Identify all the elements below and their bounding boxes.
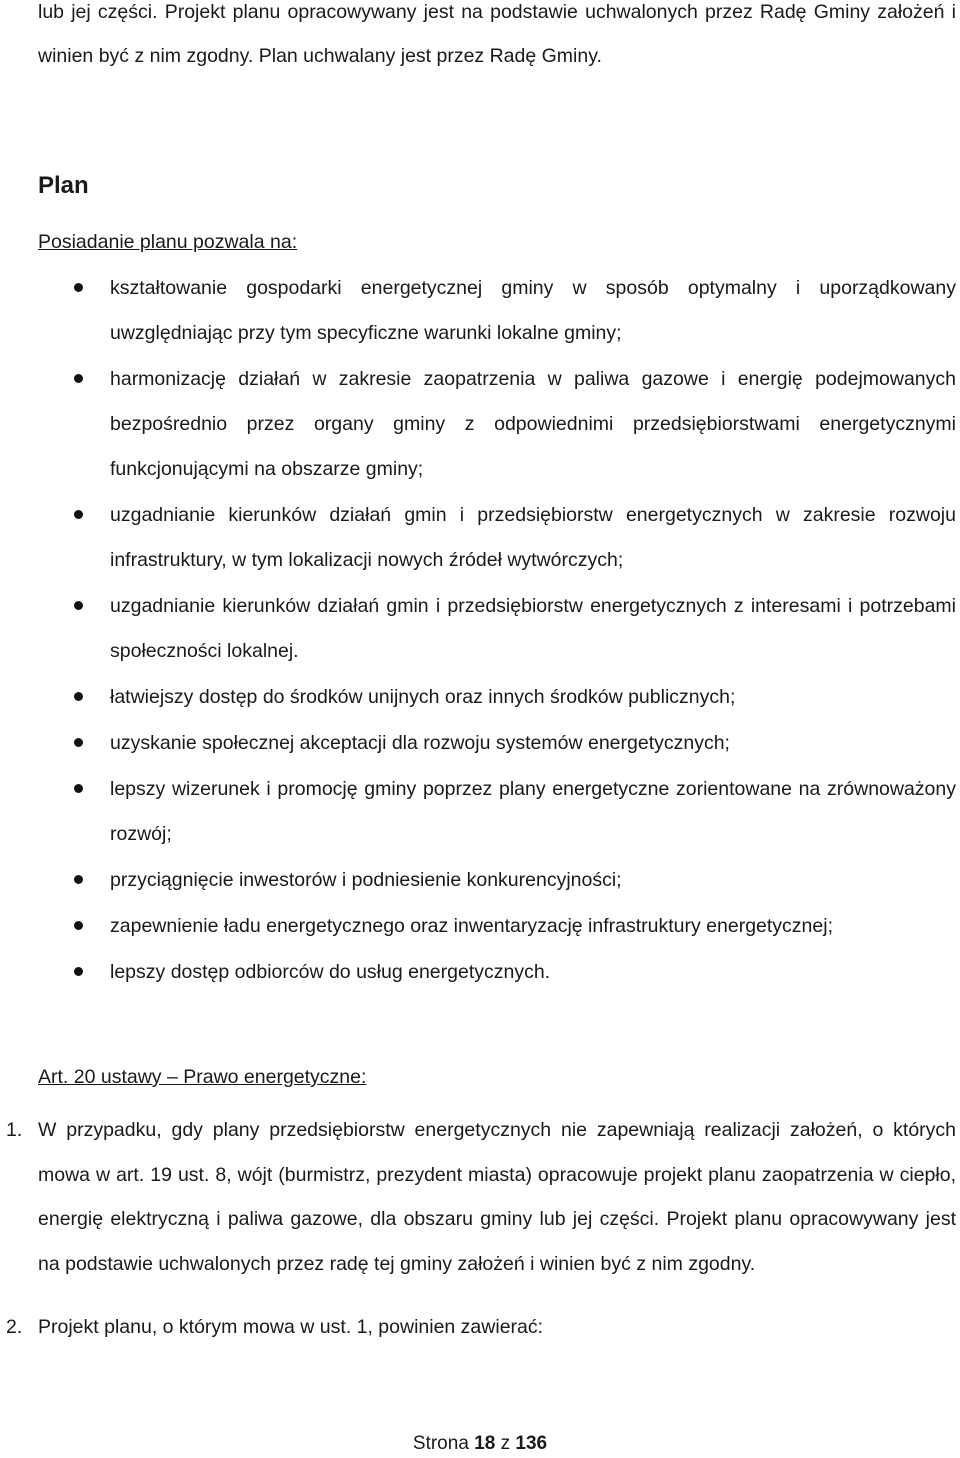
list-item-text: harmonizację działań w zakresie zaopatrzenia w paliwa gazowe i energię podejmowanych bezpośrednio przez organy gminy z odpowiednimi przedsiębiorstwami energetycznymi funkcjonującymi na obszarze gminy; [110,368,956,480]
footer-separator: z [500,1433,511,1454]
item-number: 2. [6,1316,23,1338]
footer-prefix: Strona [412,1433,469,1454]
list-item-text: lepszy dostęp odbiorców do usług energetycznych. [110,961,551,983]
list-item-text: lepszy wizerunek i promocję gminy poprzez plany energetyczne zorientowane na zrównoważony rozwój; [110,778,956,845]
article-points [0,1108,956,1350]
list-item-text: kształtowanie gospodarki energetycznej gminy w sposób optymalny i uporządkowany uwzględniając przy tym specyficzne warunki lokalne gminy; [110,277,956,344]
section-heading: Plan [38,172,89,199]
item-number: 1. [6,1119,23,1141]
list-item [0,904,956,949]
bullet-icon [74,510,83,519]
list-item [0,675,956,720]
bullet-icon [74,601,83,610]
list-item [0,858,956,903]
numbered-item [0,1108,956,1286]
page-number: 18 [474,1433,496,1454]
page-total: 136 [515,1433,548,1454]
bullet-icon [74,283,83,292]
list-item-text: uzgadnianie kierunków działań gmin i przedsiębiorstw energetycznych z interesami i potrzebami społeczności lokalnej. [110,595,956,662]
bullet-icon [74,875,83,884]
list-item [0,950,956,995]
list-item [0,721,956,766]
list-item [0,493,956,583]
intro-paragraph: lub jej części. Projekt planu opracowywany jest na podstawie uchwalonych przez Radę Gminy założeń i winien być z nim zgodny. Plan uchwalany jest przez Radę Gminy. [38,1,956,67]
list-item-text: łatwiejszy dostęp do środków unijnych oraz innych środków publicznych; [110,686,736,708]
bullet-icon [74,692,83,701]
benefits-list [0,266,956,996]
list-item-text: zapewnienie ładu energetycznego oraz inwentaryzację infrastruktury energetycznej; [110,915,833,937]
list-item [0,266,956,356]
bullet-icon [74,784,83,793]
list-item [0,767,956,857]
item-text: Projekt planu, o którym mowa w ust. 1, powinien zawierać: [38,1316,544,1338]
bullet-icon [74,738,83,747]
list-item-text: uzyskanie społecznej akceptacji dla rozwoju systemów energetycznych; [110,732,730,754]
bullet-icon [74,374,83,383]
list-intro: Posiadanie planu pozwala na: [38,231,298,253]
article-heading: Art. 20 ustawy – Prawo energetyczne: [38,1066,367,1088]
list-item [0,357,956,492]
bullet-icon [74,921,83,930]
numbered-item [0,1305,956,1350]
list-item [0,584,956,674]
item-text: W przypadku, gdy plany przedsiębiorstw energetycznych nie zapewniają realizacji założeń, o których mowa w art. 19 ust. 8, wójt (burmistrz, prezydent miasta) opracowuje projekt planu zaopatrzenia w ciepło, energię elektryczną i paliwa gazowe, dla obszaru gminy lub jej części. Projekt planu opracowywany jest na podstawie uchwalonych przez radę tej gminy założeń i winien być z nim zgodny. [38,1119,956,1275]
list-item-text: uzgadnianie kierunków działań gmin i przedsiębiorstw energetycznych w zakresie rozwoju infrastruktury, w tym lokalizacji nowych źródeł wytwórczych; [110,504,956,571]
list-item-text: przyciągnięcie inwestorów i podniesienie konkurencyjności; [110,869,622,891]
bullet-icon [74,967,83,976]
